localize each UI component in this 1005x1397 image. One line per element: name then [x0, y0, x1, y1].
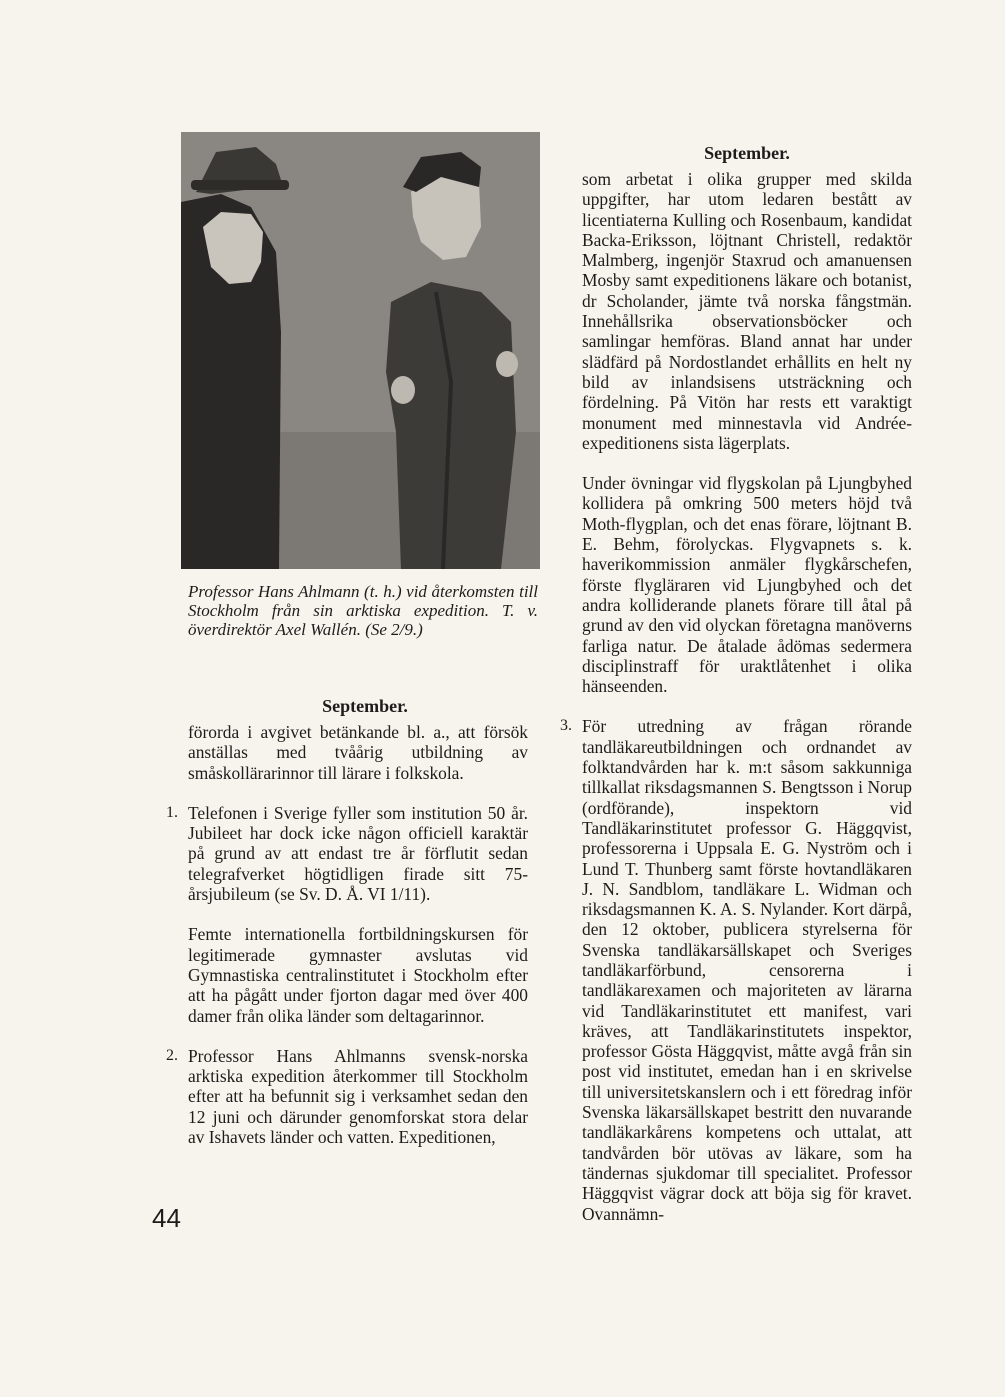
left-intro-paragraph: förorda i avgivet betänkande bl. a., att försök anställas med tvåårig utbildning av småskollärarinnor till lärare i folkskola.: [188, 722, 528, 783]
page-number: 44: [152, 1203, 181, 1233]
entry-3: [560, 716, 912, 1224]
entry-1-paragraph-1: Telefonen i Sverige fyller som institution 50 år. Jubileet har dock icke någon officiell karaktär på grund av att endast tre år förflutit sedan telegrafverket högtidligen firade sitt 75-årsjubileum (se Sv. D. Å. VI 1/11).: [188, 802, 528, 905]
left-column-body: [166, 722, 528, 1148]
entry-2-marker: 2.: [166, 1046, 178, 1064]
right-paragraph-1: som arbetat i olika grupper med skilda uppgifter, har utom ledaren bestått av licentiaterna Kulling och Rosenbaum, kandidat Backa-Eriksson, löjtnant Christell, redaktör Malmberg, ingenjör Staxrud och amanuensen Mosby samt expeditionens läkare och botanist, dr Scholander, jämte två norska fångstmän. Innehållsrika observationsböcker och samlingar hemföras. Bland annat har under slädfärd på Nordostlandet erhållits en helt ny bild av inlandsisens utsträckning och fördelning. På Vitön har rests ett varaktigt monument med minnestavla vid Andrée-expeditionens sista lägerplats.: [582, 169, 912, 453]
entry-1-marker: 1.: [166, 803, 178, 821]
entry-3-paragraph-1: För utredning av frågan rörande tandläkareutbildningen och ordnandet av folktandvården har k. m:t såsom sakkunniga tillkallat riksdagsmannen S. Bengtsson i Norup (ordförande), inspektorn vid Tandläkarinstitutet professor G. Häggqvist, professorerna i Uppsala E. G. Nyström och i Lund T. Thunberg samt förste hovtandläkaren J. N. Sandblom, tandläkare L. Widman och riksdagsmannen K. A. S. Nylander. Kort därpå, den 12 oktober, publicera styrelserna för Svenska tandläkarsällskapet och Sveriges tandläkarförbund, censorerna i tandläkarexamen och majoriteten av lärarna vid Tandläkarinstitutet ett manifest, vari kräves, att Tandläkarinstitutets inspektor, professor Gösta Häggqvist, måtte avgå från sin post vid institutet, emedan han i en skrivelse till universitetskanslern och i ett föredrag inför Svenska läkarsällskapet bestritt den nuvarande tandläkarkårens kompetens och uttalat, att tandvården bör utövas av läkare, som ha tändernas sjukdomar till specialitet. Professor Häggqvist vägrar dock att böja sig för kravet. Ovannämn-: [582, 716, 912, 1224]
entry-1: [166, 802, 528, 1026]
right-paragraph-2: Under övningar vid flygskolan på Ljungbyhed kollidera på omkring 500 meters höjd två Moth-flygplan, och det enas förare, löjtnant B. E. Behm, förolyckas. Flygvapnets s. k. haverikommission anmäler flygkårschefen, förste flygläraren vid Ljungbyhed och det andra kolliderande planets förare till åtal på grund av den vid olyckan företagna manöverns farliga natur. De åtalade ådömas sedermera disciplinstraff för uraktlåtenhet i olika hänseenden.: [582, 473, 912, 697]
right-column-body: [560, 169, 912, 1224]
entry-2: [166, 1045, 528, 1148]
entry-1-paragraph-2: Femte internationella fortbildningskursen för legitimerade gymnaster avslutas vid Gymnastiska centralinstitutet i Stockholm efter att ha pågått under fjorton dagar med över 400 damer från olika länder som deltagarinnor.: [188, 924, 528, 1026]
photo-image: [181, 132, 540, 569]
photo-professor-ahlmann: [181, 132, 540, 569]
entry-3-marker: 3.: [560, 717, 572, 735]
left-column-heading: September.: [322, 696, 408, 716]
right-column-heading: September.: [704, 143, 790, 163]
entry-2-paragraph-1: Professor Hans Ahlmanns svensk-norska arktiska expedition återkommer till Stockholm efter att ha befunnit sig i verksamhet sedan den 12 juni och därunder genomforskat stora delar av Ishavets länder och vatten. Expeditionen,: [188, 1045, 528, 1148]
photo-caption: [188, 582, 538, 639]
photo-caption-text: Professor Hans Ahlmann (t. h.) vid återkomsten till Stockholm från sin arktiska expedition. T. v. överdirektör Axel Wallén. (Se 2/9.): [188, 582, 538, 639]
